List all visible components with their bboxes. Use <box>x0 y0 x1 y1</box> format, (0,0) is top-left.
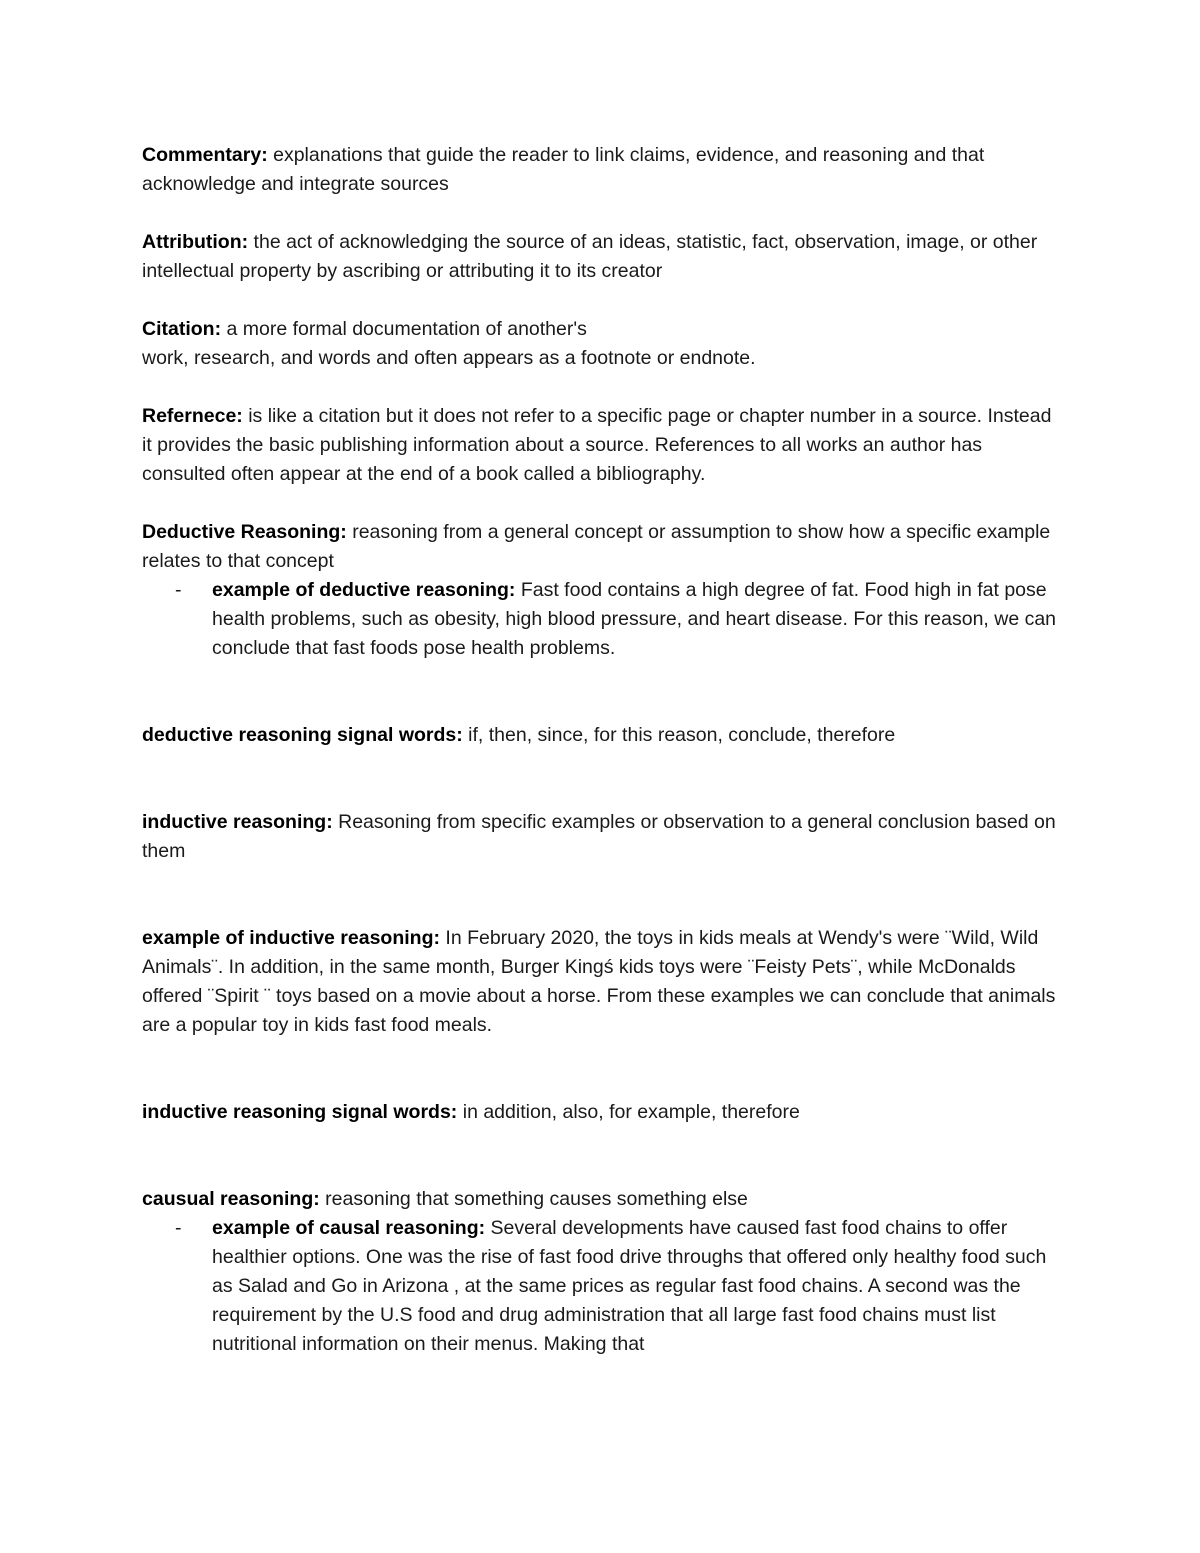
definition-commentary: explanations that guide the reader to link claims, evidence, and reasoning and that acknowledge and integrate sources <box>142 144 985 195</box>
term-reference: Refernece: <box>142 405 243 427</box>
entry-citation <box>142 315 1062 373</box>
term-citation: Citation: <box>142 318 222 340</box>
definition-citation-line1: a more formal documentation of another's <box>221 318 587 340</box>
term-inductive-example: example of inductive reasoning: <box>142 927 440 949</box>
term-attribution: Attribution: <box>142 231 249 253</box>
list-item-deductive-example <box>142 576 1062 663</box>
definition-causal-example: Several developments have caused fast food chains to offer healthier options. One was the rise of fast food drive throughs that offered only healthy food such as Salad and Go in Arizona , at the same prices as regular fast food chains. A second was the requirement by the U.S food and drug administration that all large fast food chains must list nutritional information on their menus. Making that <box>212 1217 1047 1355</box>
list-item-causal-example <box>142 1214 1062 1359</box>
entry-reference <box>142 402 1062 489</box>
entry-inductive-signal-words <box>142 1098 1062 1127</box>
term-inductive-signal-words: inductive reasoning signal words: <box>142 1101 458 1123</box>
entry-deductive-signal-words <box>142 721 1062 750</box>
term-deductive-reasoning: Deductive Reasoning: <box>142 521 347 543</box>
entry-deductive-reasoning <box>142 518 1062 576</box>
entry-attribution <box>142 228 1062 286</box>
definition-attribution: the act of acknowledging the source of an ideas, statistic, fact, observation, image, or other intellectual property by ascribing or attributing it to its creator <box>142 231 1038 282</box>
term-deductive-signal-words: deductive reasoning signal words: <box>142 724 463 746</box>
definition-deductive-reasoning: reasoning from a general concept or assumption to show how a specific example relates to that concept <box>142 521 1051 572</box>
term-deductive-example: example of deductive reasoning: <box>212 579 516 601</box>
term-inductive-reasoning: inductive reasoning: <box>142 811 333 833</box>
definition-deductive-signal-words: if, then, since, for this reason, conclude, therefore <box>462 724 896 746</box>
definition-inductive-reasoning: Reasoning from specific examples or observation to a general conclusion based on them <box>142 811 1056 862</box>
entry-inductive-example <box>142 924 1062 1040</box>
definition-deductive-example: Fast food contains a high degree of fat. Food high in fat pose health problems, such as obesity, high blood pressure, and heart disease. For this reason, we can conclude that fast foods pose health problems. <box>212 579 1057 659</box>
entry-causal-reasoning <box>142 1185 1062 1214</box>
document-page <box>142 141 1062 1359</box>
definition-causal-reasoning: reasoning that something causes something else <box>319 1188 748 1210</box>
entry-inductive-reasoning <box>142 808 1062 866</box>
term-causal-reasoning: causual reasoning: <box>142 1188 320 1210</box>
term-causal-example: example of causal reasoning: <box>212 1217 486 1239</box>
definition-inductive-signal-words: in addition, also, for example, therefore <box>457 1101 800 1123</box>
definition-inductive-example: In February 2020, the toys in kids meals at Wendy's were ¨Wild, Wild Animals¨. In addition, in the same month, Burger Kingś kids toys were ¨Feisty Pets¨, while McDonalds offered ¨Spirit ¨ toys based on a movie about a horse. From these examples we can conclude that animals are a popular toy in kids fast food meals. <box>142 927 1056 1036</box>
term-commentary: Commentary: <box>142 144 268 166</box>
definition-citation-line2: work, research, and words and often appears as a footnote or endnote. <box>142 347 756 369</box>
definition-reference: is like a citation but it does not refer to a specific page or chapter number in a source. Instead it provides the basic publishing information about a source. References to all works an author has consulted often appear at the end of a book called a bibliography. <box>142 405 1052 485</box>
bullet-dash: - <box>175 1217 182 1239</box>
entry-commentary <box>142 141 1062 199</box>
bullet-dash: - <box>175 579 182 601</box>
